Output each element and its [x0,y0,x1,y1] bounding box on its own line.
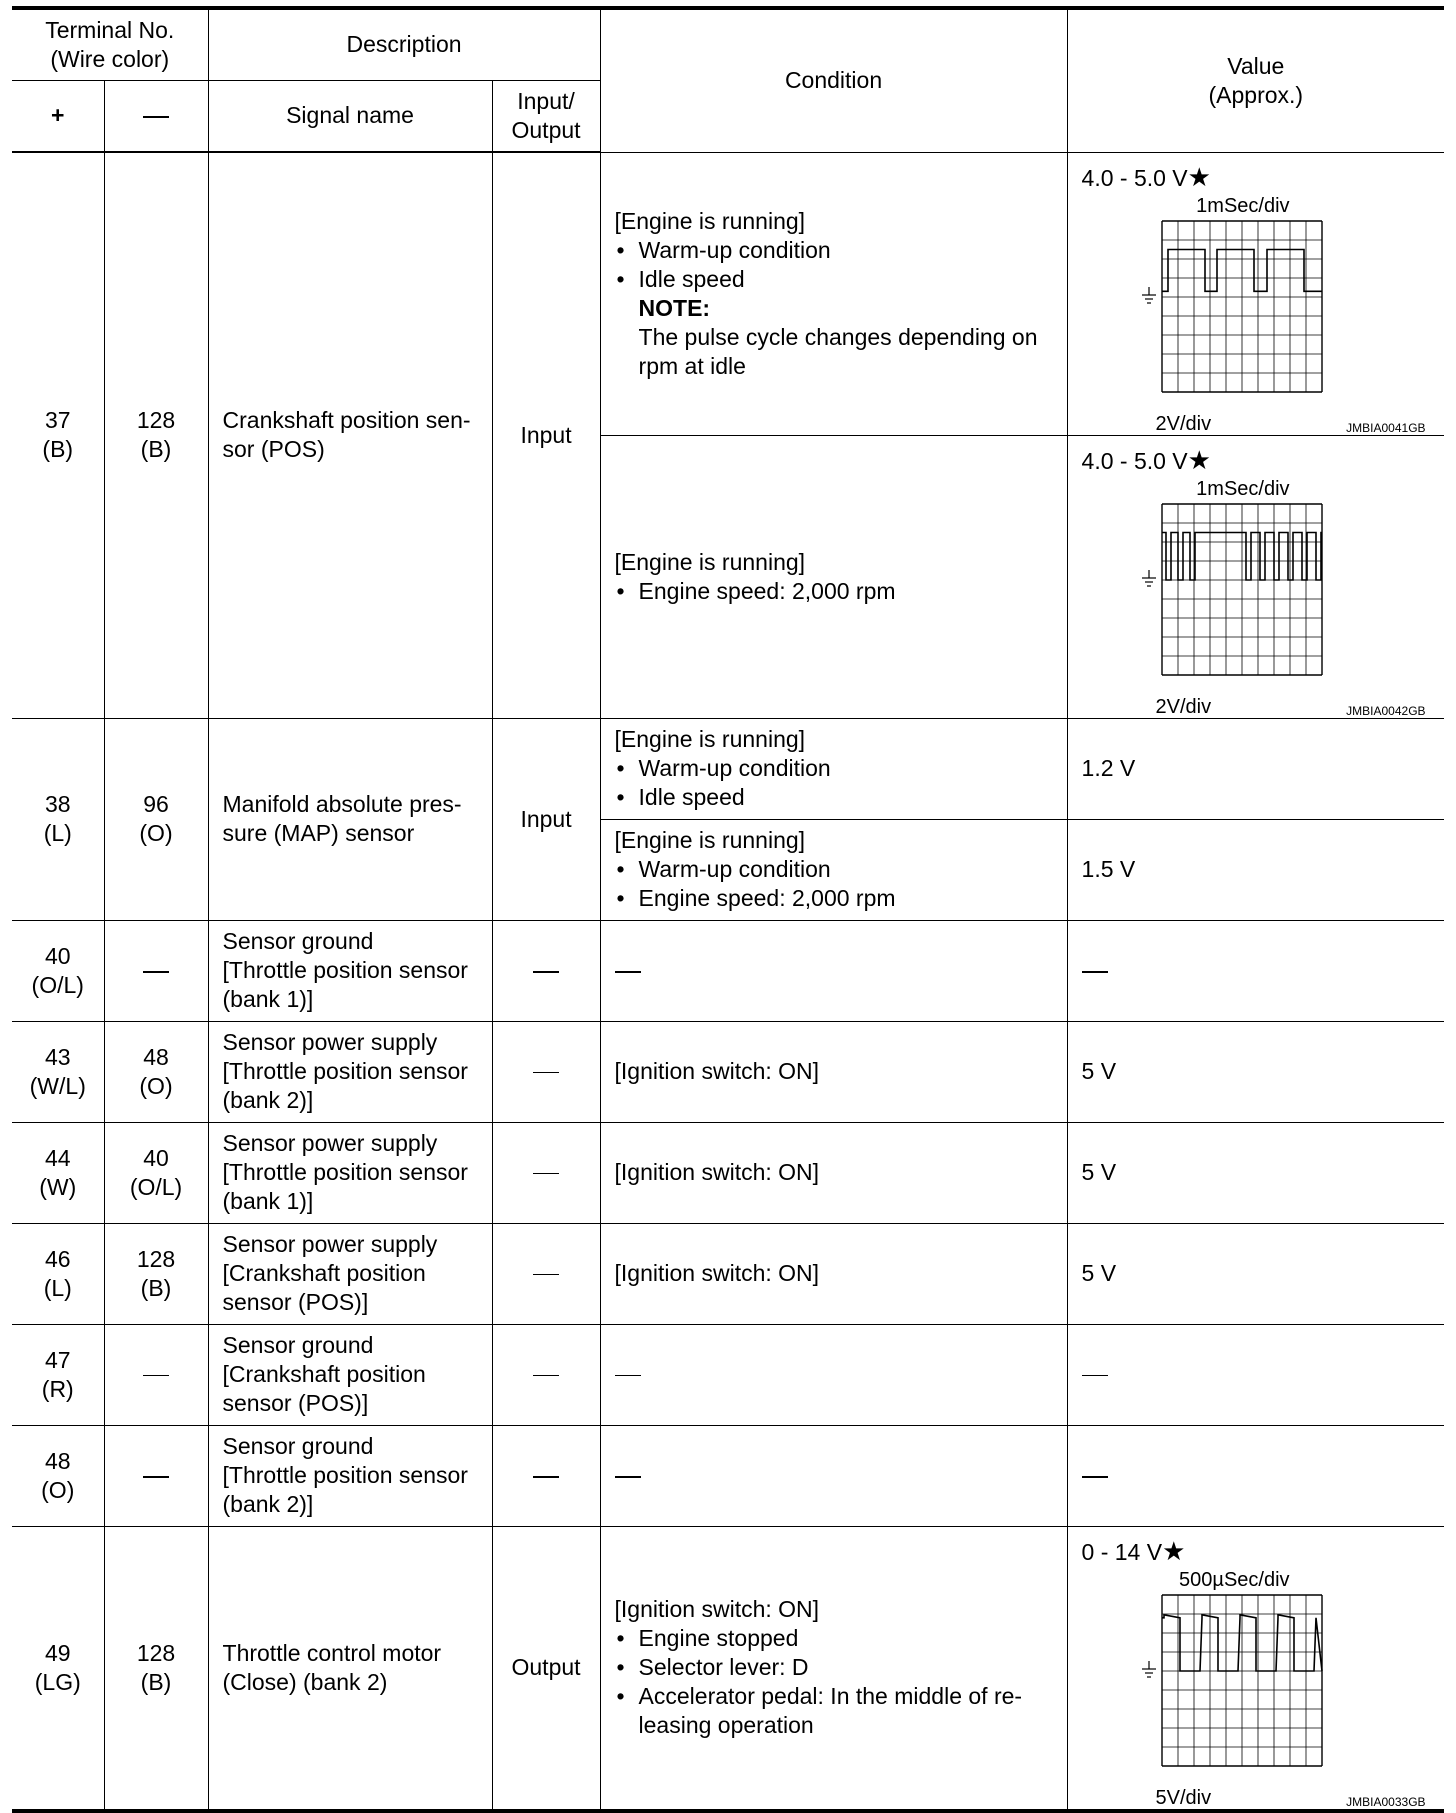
value: 5 V [1067,1122,1444,1223]
terminal-minus [104,920,208,1021]
oscilloscope-waveform [1096,1569,1426,1809]
input-output [492,1324,600,1425]
input-output [492,1122,600,1223]
signal-name: Sensor power supply [Crankshaft position sensor (POS)] [208,1223,492,1324]
condition: [Engine is running] • Warm-up condition • Idle speed NOTE: The pulse cycle changes depending on rpm at idle [600,152,1067,435]
terminal-minus: 48 (O) [104,1021,208,1122]
scope-grid [1142,504,1322,675]
scope-grid [1142,1595,1322,1766]
input-output [492,1223,600,1324]
signal-name: Sensor ground [Crankshaft position sensor (POS)] [208,1324,492,1425]
terminal-minus: 96 (O) [104,718,208,920]
star-icon: ★ [1187,161,1211,192]
terminal-plus: 43 (W/L) [12,1021,104,1122]
terminal-plus: 40 (O/L) [12,920,104,1021]
condition: [Ignition switch: ON] [600,1021,1067,1122]
time-div-label: 1mSec/div [1196,477,1290,500]
table-row [12,152,1444,435]
volt-div-label: 5V/div [1155,1786,1212,1809]
input-output [492,1021,600,1122]
condition: [Ignition switch: ON] • Engine stopped • Selector lever: D • Accelerator pedal: In the middle of re- leasing operation [600,1526,1067,1811]
condition: [Engine is running] • Engine speed: 2,000 rpm [600,435,1067,718]
list-item: • Engine speed: 2,000 rpm [615,577,1057,606]
value: 5 V [1067,1223,1444,1324]
signal-name: Throttle control motor (Close) (bank 2) [208,1526,492,1811]
volt-div-label: 2V/div [1155,412,1212,435]
table-row [12,1021,1444,1122]
figure-code: JMBIA0041GB [1346,420,1426,435]
time-div-label: 500µSec/div [1179,1568,1290,1591]
terminal-plus: 44 (W) [12,1122,104,1223]
signal-name: Manifold absolute pres- sure (MAP) sensor [208,718,492,920]
condition: [Engine is running] • Warm-up condition • Idle speed [600,718,1067,819]
oscilloscope-waveform [1096,195,1426,435]
header-plus: + [12,80,104,152]
header-terminal-no: Terminal No. (Wire color) [12,8,208,80]
input-output: Input [492,718,600,920]
signal-name: Sensor ground [Throttle position sensor (bank 2)] [208,1425,492,1526]
star-icon: ★ [1187,444,1211,475]
value [1067,1324,1444,1425]
input-output: Input [492,152,600,718]
terminal-minus [104,1425,208,1526]
terminal-plus: 37 (B) [12,152,104,718]
value: 4.0 - 5.0 V★ 1mSec/div 2V/div JMBIA0041GB [1067,152,1444,435]
value: 5 V [1067,1021,1444,1122]
terminal-minus: 128 (B) [104,1223,208,1324]
condition [600,920,1067,1021]
header-minus [104,80,208,152]
table-row [12,1324,1444,1425]
condition: [Engine is running] • Warm-up condition • Engine speed: 2,000 rpm [600,819,1067,920]
condition: [Ignition switch: ON] [600,1122,1067,1223]
list-item: • Accelerator pedal: In the middle of re- leasing operation [615,1682,1057,1740]
value: 0 - 14 V★ 500µSec/div 5V/div JMBIA0033GB [1067,1526,1444,1811]
input-output: Output [492,1526,600,1811]
list-item: • Idle speed [615,265,1057,294]
figure-code: JMBIA0033GB [1346,1794,1426,1809]
list-item: • Warm-up condition [615,754,1057,783]
list-item: • Engine speed: 2,000 rpm [615,884,1057,913]
condition: [Ignition switch: ON] [600,1223,1067,1324]
header-signal-name: Signal name [208,80,492,152]
terminal-minus: 128 (B) [104,1526,208,1811]
terminal-plus: 49 (LG) [12,1526,104,1811]
terminal-plus: 38 (L) [12,718,104,920]
oscilloscope-waveform [1096,478,1426,718]
note-heading: NOTE: [638,294,711,321]
terminal-minus [104,1324,208,1425]
value: 4.0 - 5.0 V★ 1mSec/div 2V/div JMBIA0042GB [1067,435,1444,718]
input-output [492,1425,600,1526]
list-item: • Idle speed [615,783,1057,812]
value [1067,920,1444,1021]
signal-name: Sensor power supply [Throttle position sensor (bank 1)] [208,1122,492,1223]
list-item: • Selector lever: D [615,1653,1057,1682]
terminal-minus: 40 (O/L) [104,1122,208,1223]
condition [600,1425,1067,1526]
table-row [12,1223,1444,1324]
table-row [12,1425,1444,1526]
waveform-svg [1096,478,1426,718]
condition [600,1324,1067,1425]
table-row [12,920,1444,1021]
terminal-minus: 128 (B) [104,152,208,718]
value [1067,1425,1444,1526]
waveform-svg [1096,1569,1426,1809]
header-value: Value (Approx.) [1067,8,1444,152]
signal-name: Crankshaft position sen- sor (POS) [208,152,492,718]
terminal-plus: 48 (O) [12,1425,104,1526]
list-item: • Engine stopped [615,1624,1057,1653]
signal-name: Sensor ground [Throttle position sensor (bank 1)] [208,920,492,1021]
header-row-1 [12,8,1444,80]
terminal-plus: 46 (L) [12,1223,104,1324]
header-description: Description [208,8,600,80]
value: 1.5 V [1067,819,1444,920]
table-row [12,718,1444,819]
table-row [12,1526,1444,1811]
scope-grid [1142,221,1322,392]
waveform-svg [1096,195,1426,435]
terminal-table [12,6,1444,1813]
time-div-label: 1mSec/div [1196,194,1290,217]
signal-name: Sensor power supply [Throttle position sensor (bank 2)] [208,1021,492,1122]
list-item: • Warm-up condition [615,855,1057,884]
header-condition: Condition [600,8,1067,152]
input-output [492,920,600,1021]
value: 1.2 V [1067,718,1444,819]
figure-code: JMBIA0042GB [1346,703,1426,718]
table-row [12,1122,1444,1223]
volt-div-label: 2V/div [1155,695,1212,718]
terminal-plus: 47 (R) [12,1324,104,1425]
header-input-output: Input/ Output [492,80,600,152]
star-icon: ★ [1162,1535,1186,1566]
list-item: • Warm-up condition [615,236,1057,265]
